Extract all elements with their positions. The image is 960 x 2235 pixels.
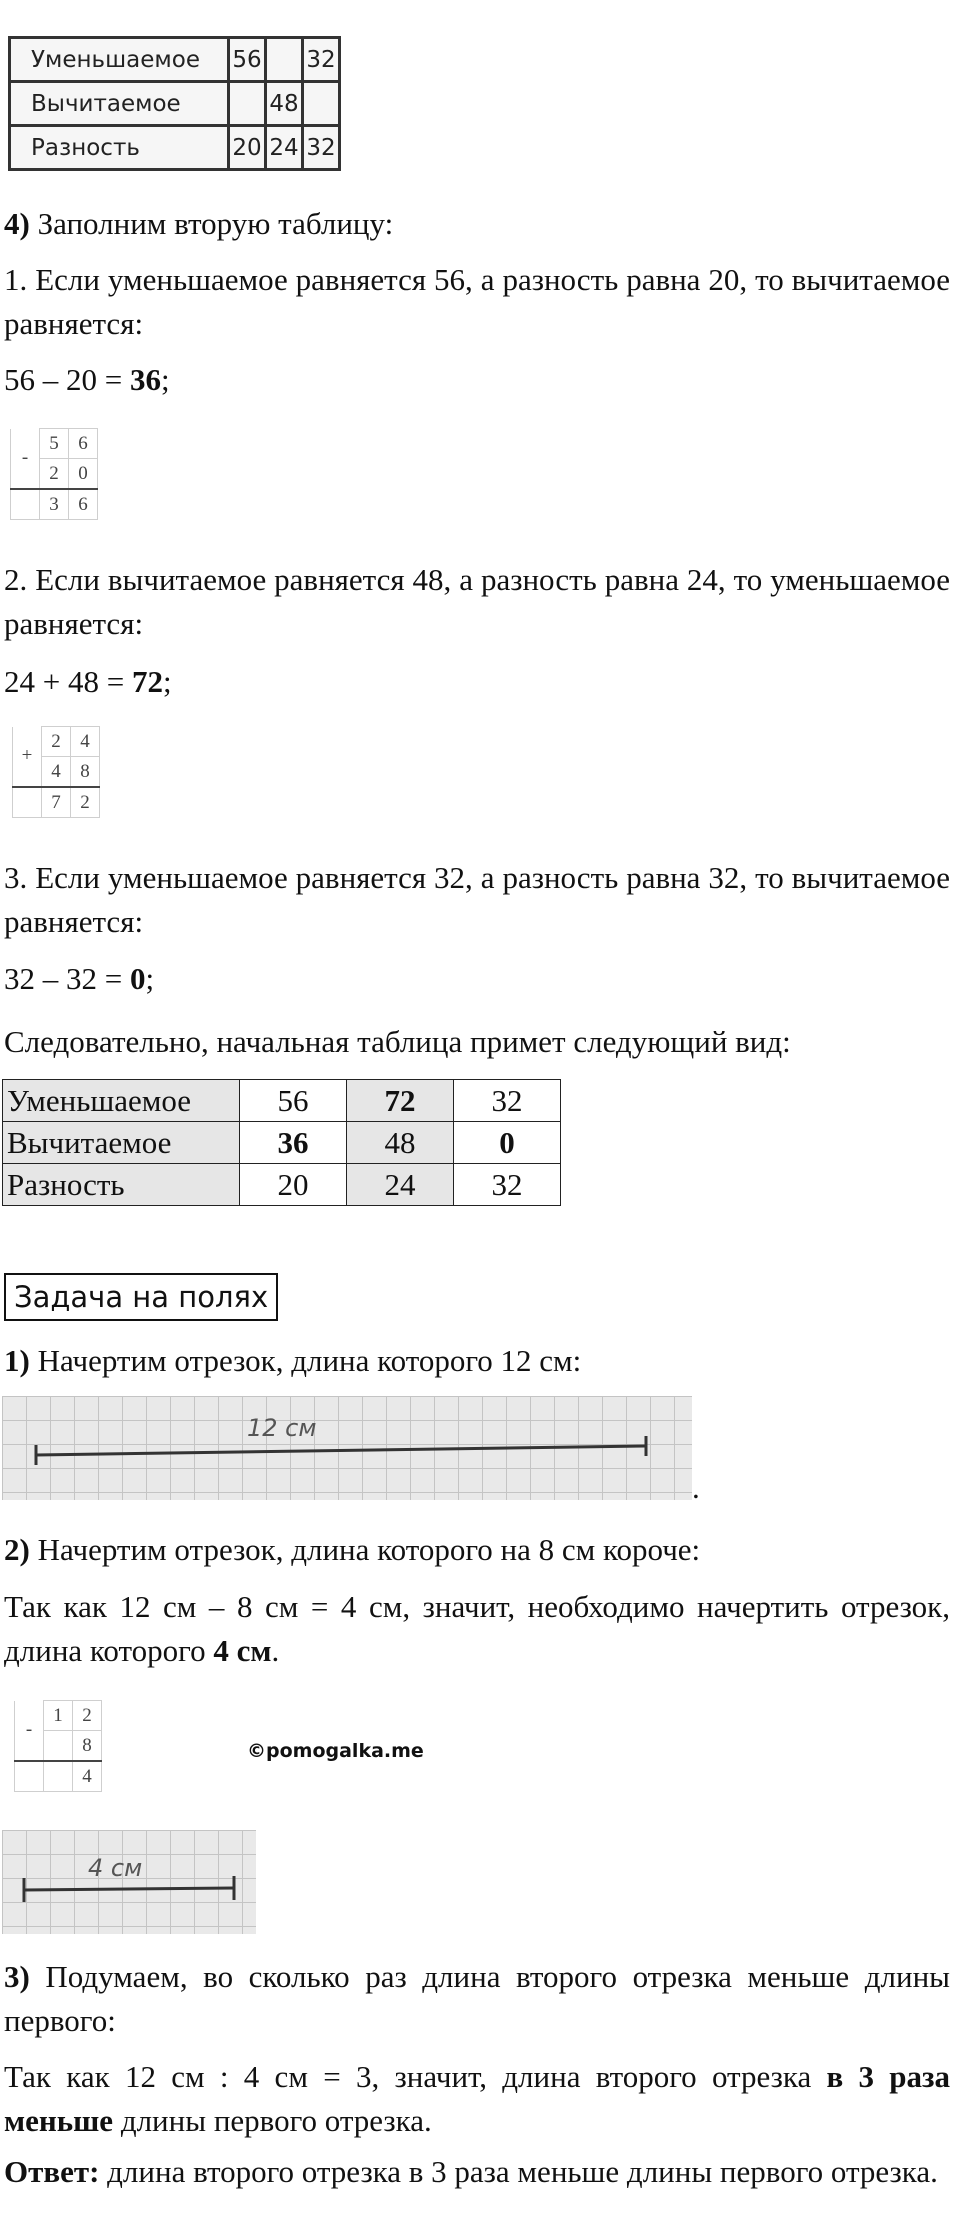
answer-text: длина второго отрезка в 3 раза меньше длины первого отрезка. — [99, 2154, 938, 2189]
table-cell — [229, 82, 266, 126]
equation-result: 36 — [129, 362, 161, 397]
segment-12cm — [2, 1396, 692, 1500]
step-text: Заполним вторую таблицу: — [29, 206, 394, 241]
part-text: Подумаем, во сколько раз длина второго отрезка меньше длины первого: — [4, 1959, 950, 2038]
task-part2-explanation — [4, 1585, 950, 1673]
empty-cell — [13, 787, 42, 818]
digit: 6 — [69, 429, 98, 459]
row-label: Вычитаемое — [10, 82, 229, 126]
segment-12cm-photo — [2, 1396, 692, 1500]
segment-4cm-photo — [2, 1830, 256, 1934]
table-cell: 72 — [347, 1080, 454, 1122]
item2-text: 2. Если вычитаемое равняется 48, а разность равна 24, то уменьшаемое равняется: — [4, 562, 950, 641]
table-cell: 48 — [266, 82, 303, 126]
equation-left: 32 – 32 = — [4, 961, 130, 996]
watermark: ©pomogalka.me — [247, 1740, 424, 1762]
task-part1 — [4, 1339, 950, 1383]
explanation-end: . — [271, 1633, 280, 1668]
digit: 0 — [69, 459, 98, 490]
digit: 6 — [69, 489, 98, 520]
table-row — [3, 1122, 561, 1164]
minus-sign: - — [15, 1701, 44, 1762]
digit: 2 — [71, 787, 100, 818]
digit: 1 — [44, 1701, 73, 1731]
table-cell: 32 — [303, 126, 340, 170]
column-subtraction-1 — [10, 428, 98, 520]
table-cell: 32 — [454, 1080, 561, 1122]
explanation-text: Так как 12 см – 8 см = 4 см, значит, необходимо начертить отрезок, длина которого — [4, 1589, 950, 1668]
item2-equation — [4, 660, 950, 704]
explanation-bold: 4 см — [213, 1633, 272, 1668]
row-label: Уменьшаемое — [10, 38, 229, 82]
row-label: Вычитаемое — [3, 1122, 240, 1164]
conclusion-text: Следовательно, начальная таблица примет следующий вид: — [4, 1024, 791, 1059]
part-number: 3) — [4, 1959, 30, 1994]
answer — [4, 2150, 950, 2194]
digit: 4 — [71, 727, 100, 757]
digit: 4 — [42, 757, 71, 788]
equation-left: 24 + 48 = — [4, 664, 132, 699]
equation-result: 72 — [131, 664, 163, 699]
minus-sign: - — [11, 429, 40, 490]
table-cell: 20 — [229, 126, 266, 170]
digit — [44, 1761, 73, 1792]
table-cell: 32 — [303, 38, 340, 82]
segment-line — [36, 1446, 646, 1455]
table-cell: 48 — [347, 1122, 454, 1164]
digit: 8 — [71, 757, 100, 788]
part-number: 1) — [4, 1343, 30, 1378]
task-part3 — [4, 1955, 950, 2043]
row-label: Уменьшаемое — [3, 1080, 240, 1122]
answer-label: Ответ: — [4, 2154, 100, 2189]
digit — [44, 1731, 73, 1762]
digit: 8 — [73, 1731, 102, 1762]
digit: 2 — [73, 1701, 102, 1731]
table-row — [3, 1164, 561, 1206]
table-cell: 36 — [240, 1122, 347, 1164]
table-row — [10, 82, 340, 126]
table-cell: 20 — [240, 1164, 347, 1206]
table-cell: 24 — [347, 1164, 454, 1206]
item3-equation — [4, 957, 950, 1001]
section-title: Задача на полях — [4, 1273, 278, 1321]
task-part2 — [4, 1528, 950, 1572]
part-text: Начертим отрезок, длина которого на 8 см короче: — [29, 1532, 701, 1567]
step4-heading — [4, 202, 950, 246]
table-cell: 32 — [454, 1164, 561, 1206]
digit: 7 — [42, 787, 71, 818]
table-cell: 56 — [240, 1080, 347, 1122]
result-table — [2, 1079, 561, 1206]
row-label: Разность — [10, 126, 229, 170]
part-text: Начертим отрезок, длина которого 12 см: — [29, 1343, 582, 1378]
equation-end: ; — [160, 362, 170, 397]
equation-left: 56 – 20 = — [4, 362, 130, 397]
table-row — [10, 126, 340, 170]
digit: 2 — [40, 459, 69, 490]
table-cell: 24 — [266, 126, 303, 170]
part-number: 2) — [4, 1532, 30, 1567]
task-part3-explanation — [4, 2055, 950, 2143]
digit: 4 — [73, 1761, 102, 1792]
source-table — [8, 36, 341, 171]
equation-result: 0 — [129, 961, 146, 996]
segment-label: 4 см — [88, 1854, 143, 1882]
column-addition-2 — [12, 726, 100, 818]
digit: 2 — [42, 727, 71, 757]
segment-label: 12 см — [247, 1414, 317, 1442]
table-cell — [266, 38, 303, 82]
segment-line — [24, 1888, 234, 1890]
item1-text: 1. Если уменьшаемое равняется 56, а разность равна 20, то вычитаемое равняется: — [4, 262, 950, 341]
segment-4cm — [2, 1830, 256, 1934]
step-number: 4) — [4, 206, 30, 241]
digit: 3 — [40, 489, 69, 520]
plus-sign: + — [13, 727, 42, 788]
row-label: Разность — [3, 1164, 240, 1206]
table-row — [10, 38, 340, 82]
equation-end: ; — [145, 961, 155, 996]
explanation-bold: в 3 раза меньше — [4, 2059, 950, 2138]
table-row — [3, 1080, 561, 1122]
column-subtraction-3 — [14, 1700, 102, 1792]
table-cell — [303, 82, 340, 126]
item1-equation — [4, 358, 950, 402]
equation-end: ; — [162, 664, 172, 699]
explanation-end: длины первого отрезка. — [113, 2103, 432, 2138]
digit: 5 — [40, 429, 69, 459]
empty-cell — [11, 489, 40, 520]
item3-text: 3. Если уменьшаемое равняется 32, а разность равна 32, то вычитаемое равняется: — [4, 860, 950, 939]
table-cell: 56 — [229, 38, 266, 82]
table-cell: 0 — [454, 1122, 561, 1164]
period: . — [692, 1470, 700, 1505]
empty-cell — [15, 1761, 44, 1792]
explanation-text: Так как 12 см : 4 см = 3, значит, длина второго отрезка — [4, 2059, 827, 2094]
